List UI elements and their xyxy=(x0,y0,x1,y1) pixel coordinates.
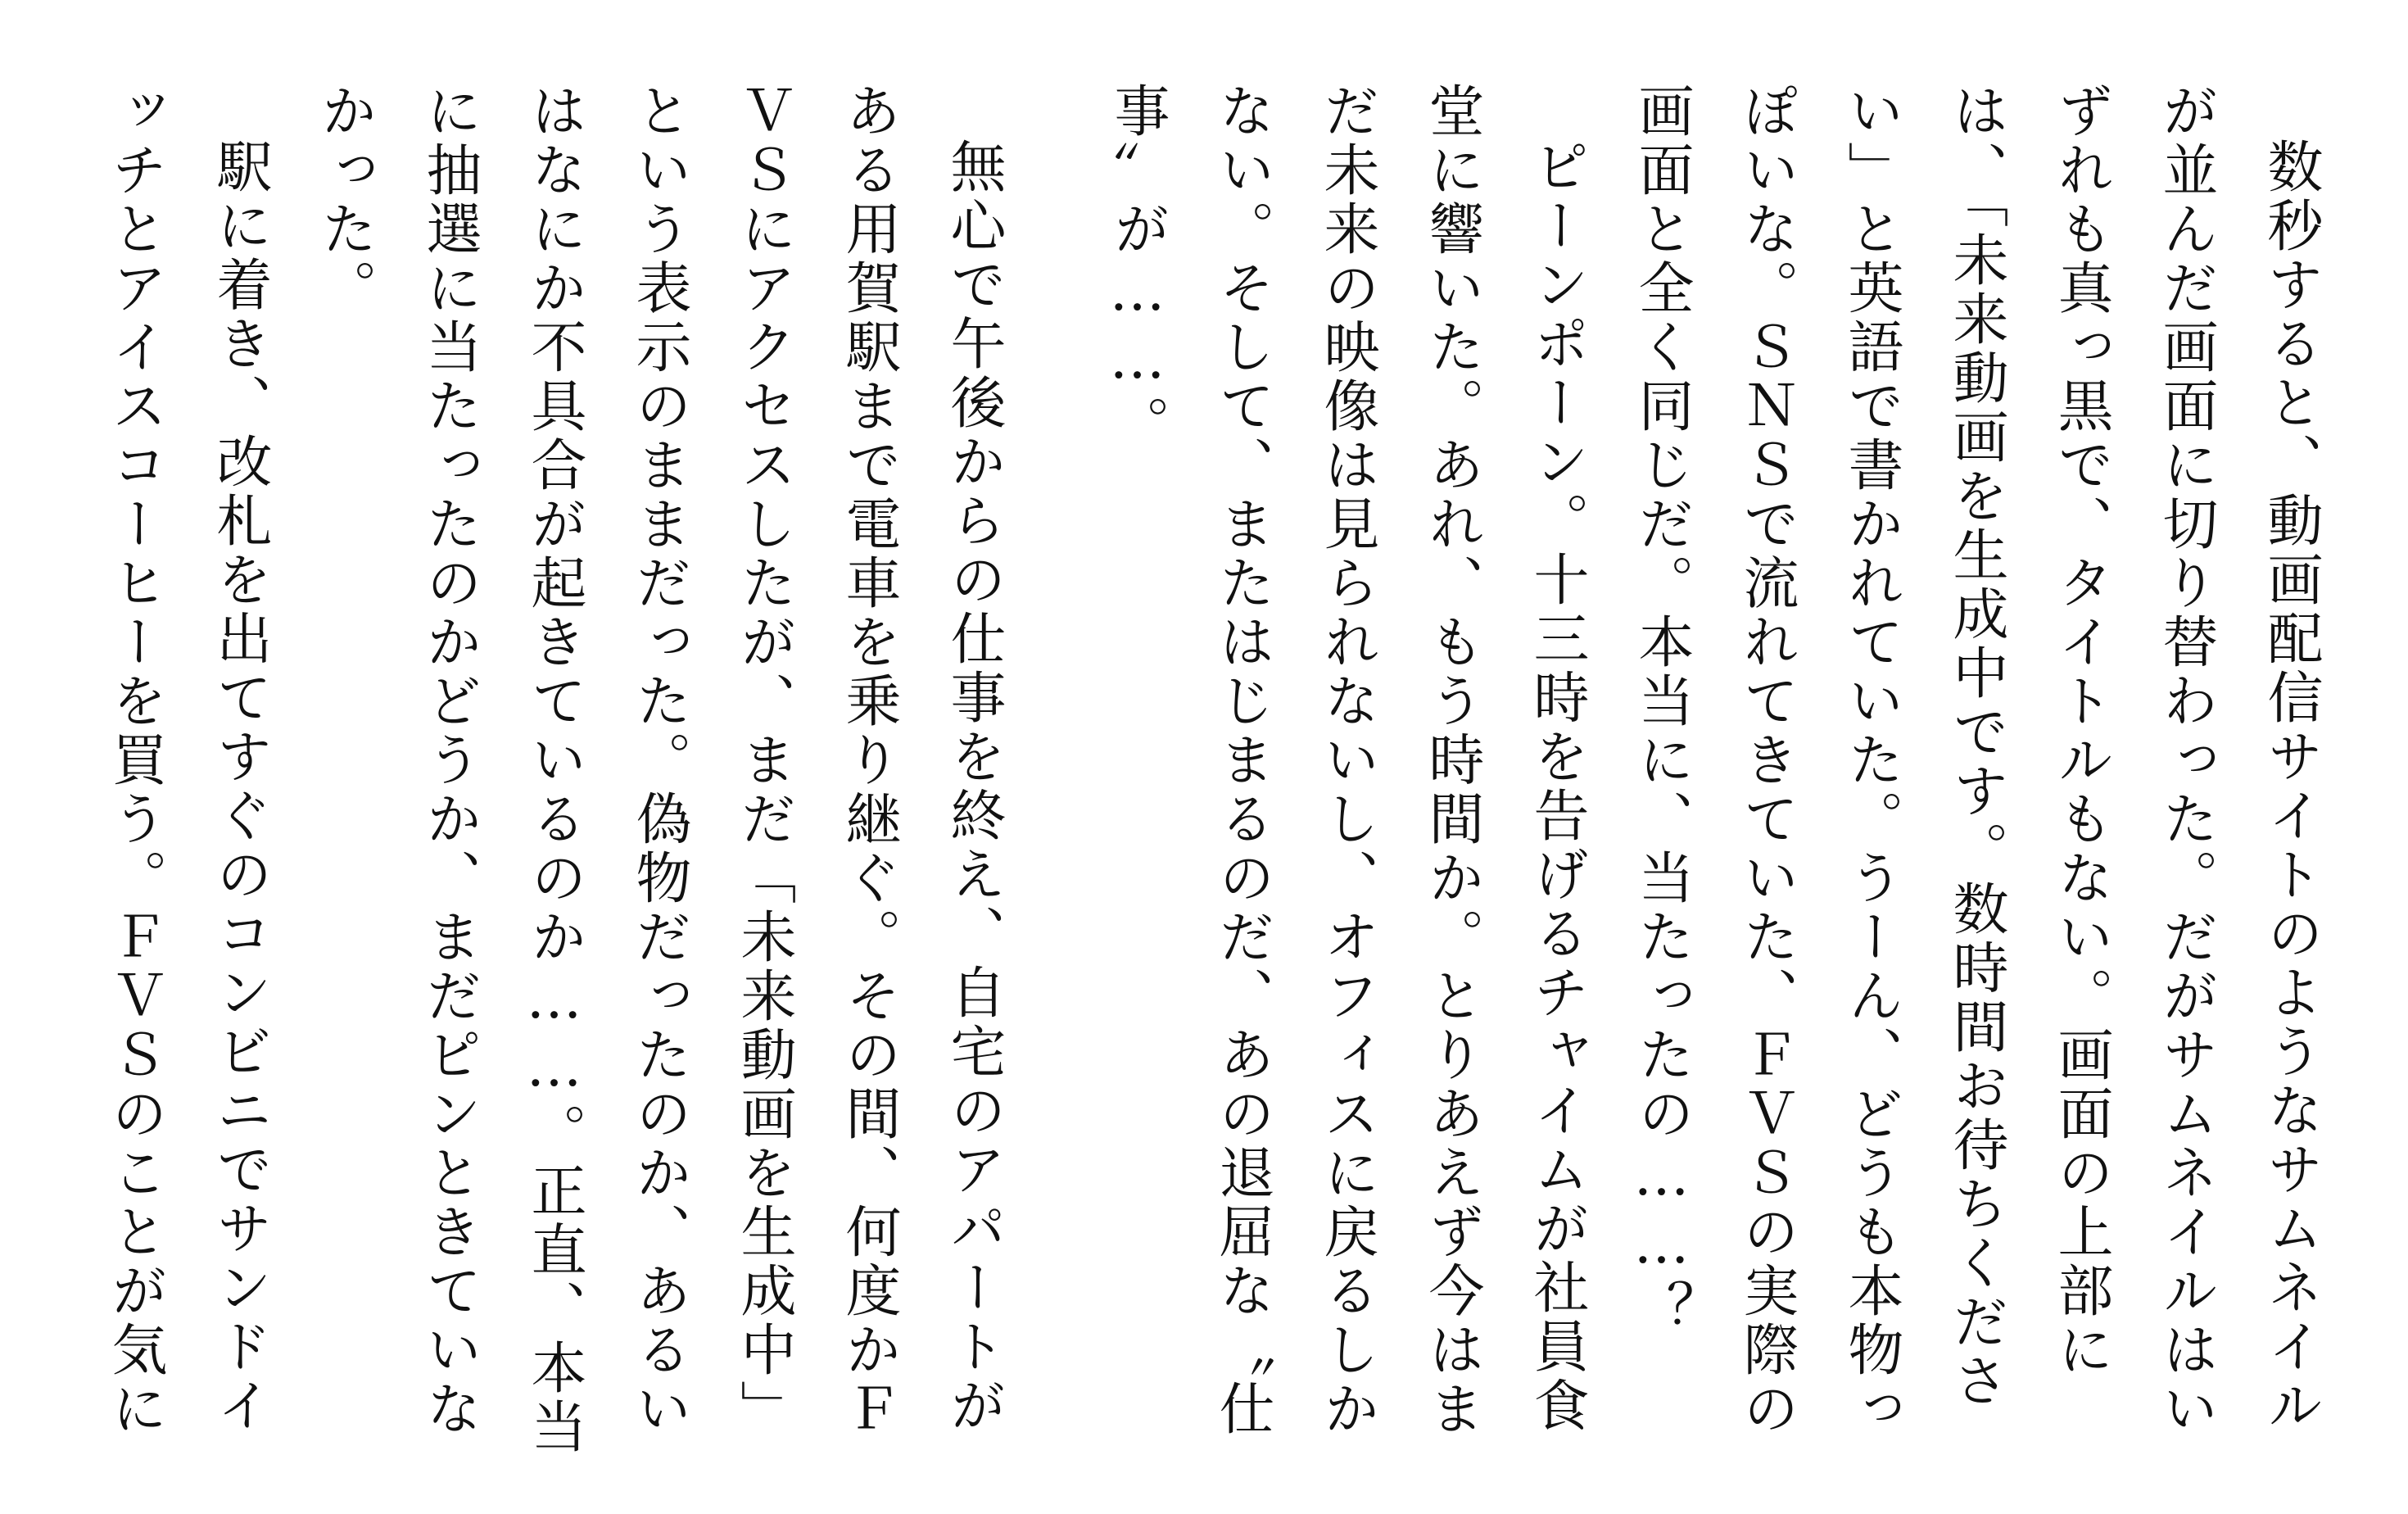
text-column: 駅に着き、改札を出てすぐのコンビニでサンドイ xyxy=(207,138,272,1435)
text-column: はなにか不具合が起きているのか……。正直、本当 xyxy=(522,82,586,1457)
text-column: ッチとアイスコーヒーを買う。ＦＶＳのことが気に xyxy=(102,82,167,1439)
text-column: ピーンポーン。十三時を告げるチャイムが社員食 xyxy=(1524,138,1589,1435)
text-column: だ未来の映像は見られないし、オフィスに戻るしか xyxy=(1315,82,1379,1439)
text-column: が並んだ画面に切り替わった。だがサムネイルはい xyxy=(2153,82,2218,1439)
text-column: は、「未来動画を生成中です。数時間お待ちくださ xyxy=(1944,82,2008,1411)
text-column: かった。 xyxy=(312,82,377,318)
text-column: 無心で午後からの仕事を終え、自宅のアパートが xyxy=(941,138,1006,1435)
text-column: ぽいな。ＳＮＳで流れてきていた、ＦＶＳの実際の xyxy=(1734,82,1799,1439)
text-column: 数秒すると、動画配信サイトのようなサムネイル xyxy=(2258,138,2323,1435)
text-column: ずれも真っ黒で、タイトルもない。画面の上部に xyxy=(2048,82,2113,1380)
text-column: ある用賀駅まで電車を乗り継ぐ。その間、何度かＦ xyxy=(836,82,901,1439)
text-column: に抽選に当たったのかどうか、まだピンときていな xyxy=(417,82,482,1439)
text-column: ＶＳにアクセスしたが、まだ「未来動画を生成中」 xyxy=(731,82,796,1439)
text-column: という表示のままだった。偽物だったのか、あるい xyxy=(627,82,691,1439)
text-column: ない。そして、またはじまるのだ、あの退屈な〝仕 xyxy=(1210,82,1274,1439)
paragraph-gap xyxy=(1001,82,1060,83)
text-column: い」と英語で書かれていた。うーん、どうも本物っ xyxy=(1839,82,1903,1439)
vertical-text-page xyxy=(74,82,2323,1458)
text-column: 堂に響いた。あれ、もう時間か。とりあえず今はま xyxy=(1419,82,1484,1439)
text-column: 画面と全く同じだ。本当に、当たったの……？ xyxy=(1629,82,1694,1339)
text-column: 事〟が……。 xyxy=(1105,82,1170,454)
